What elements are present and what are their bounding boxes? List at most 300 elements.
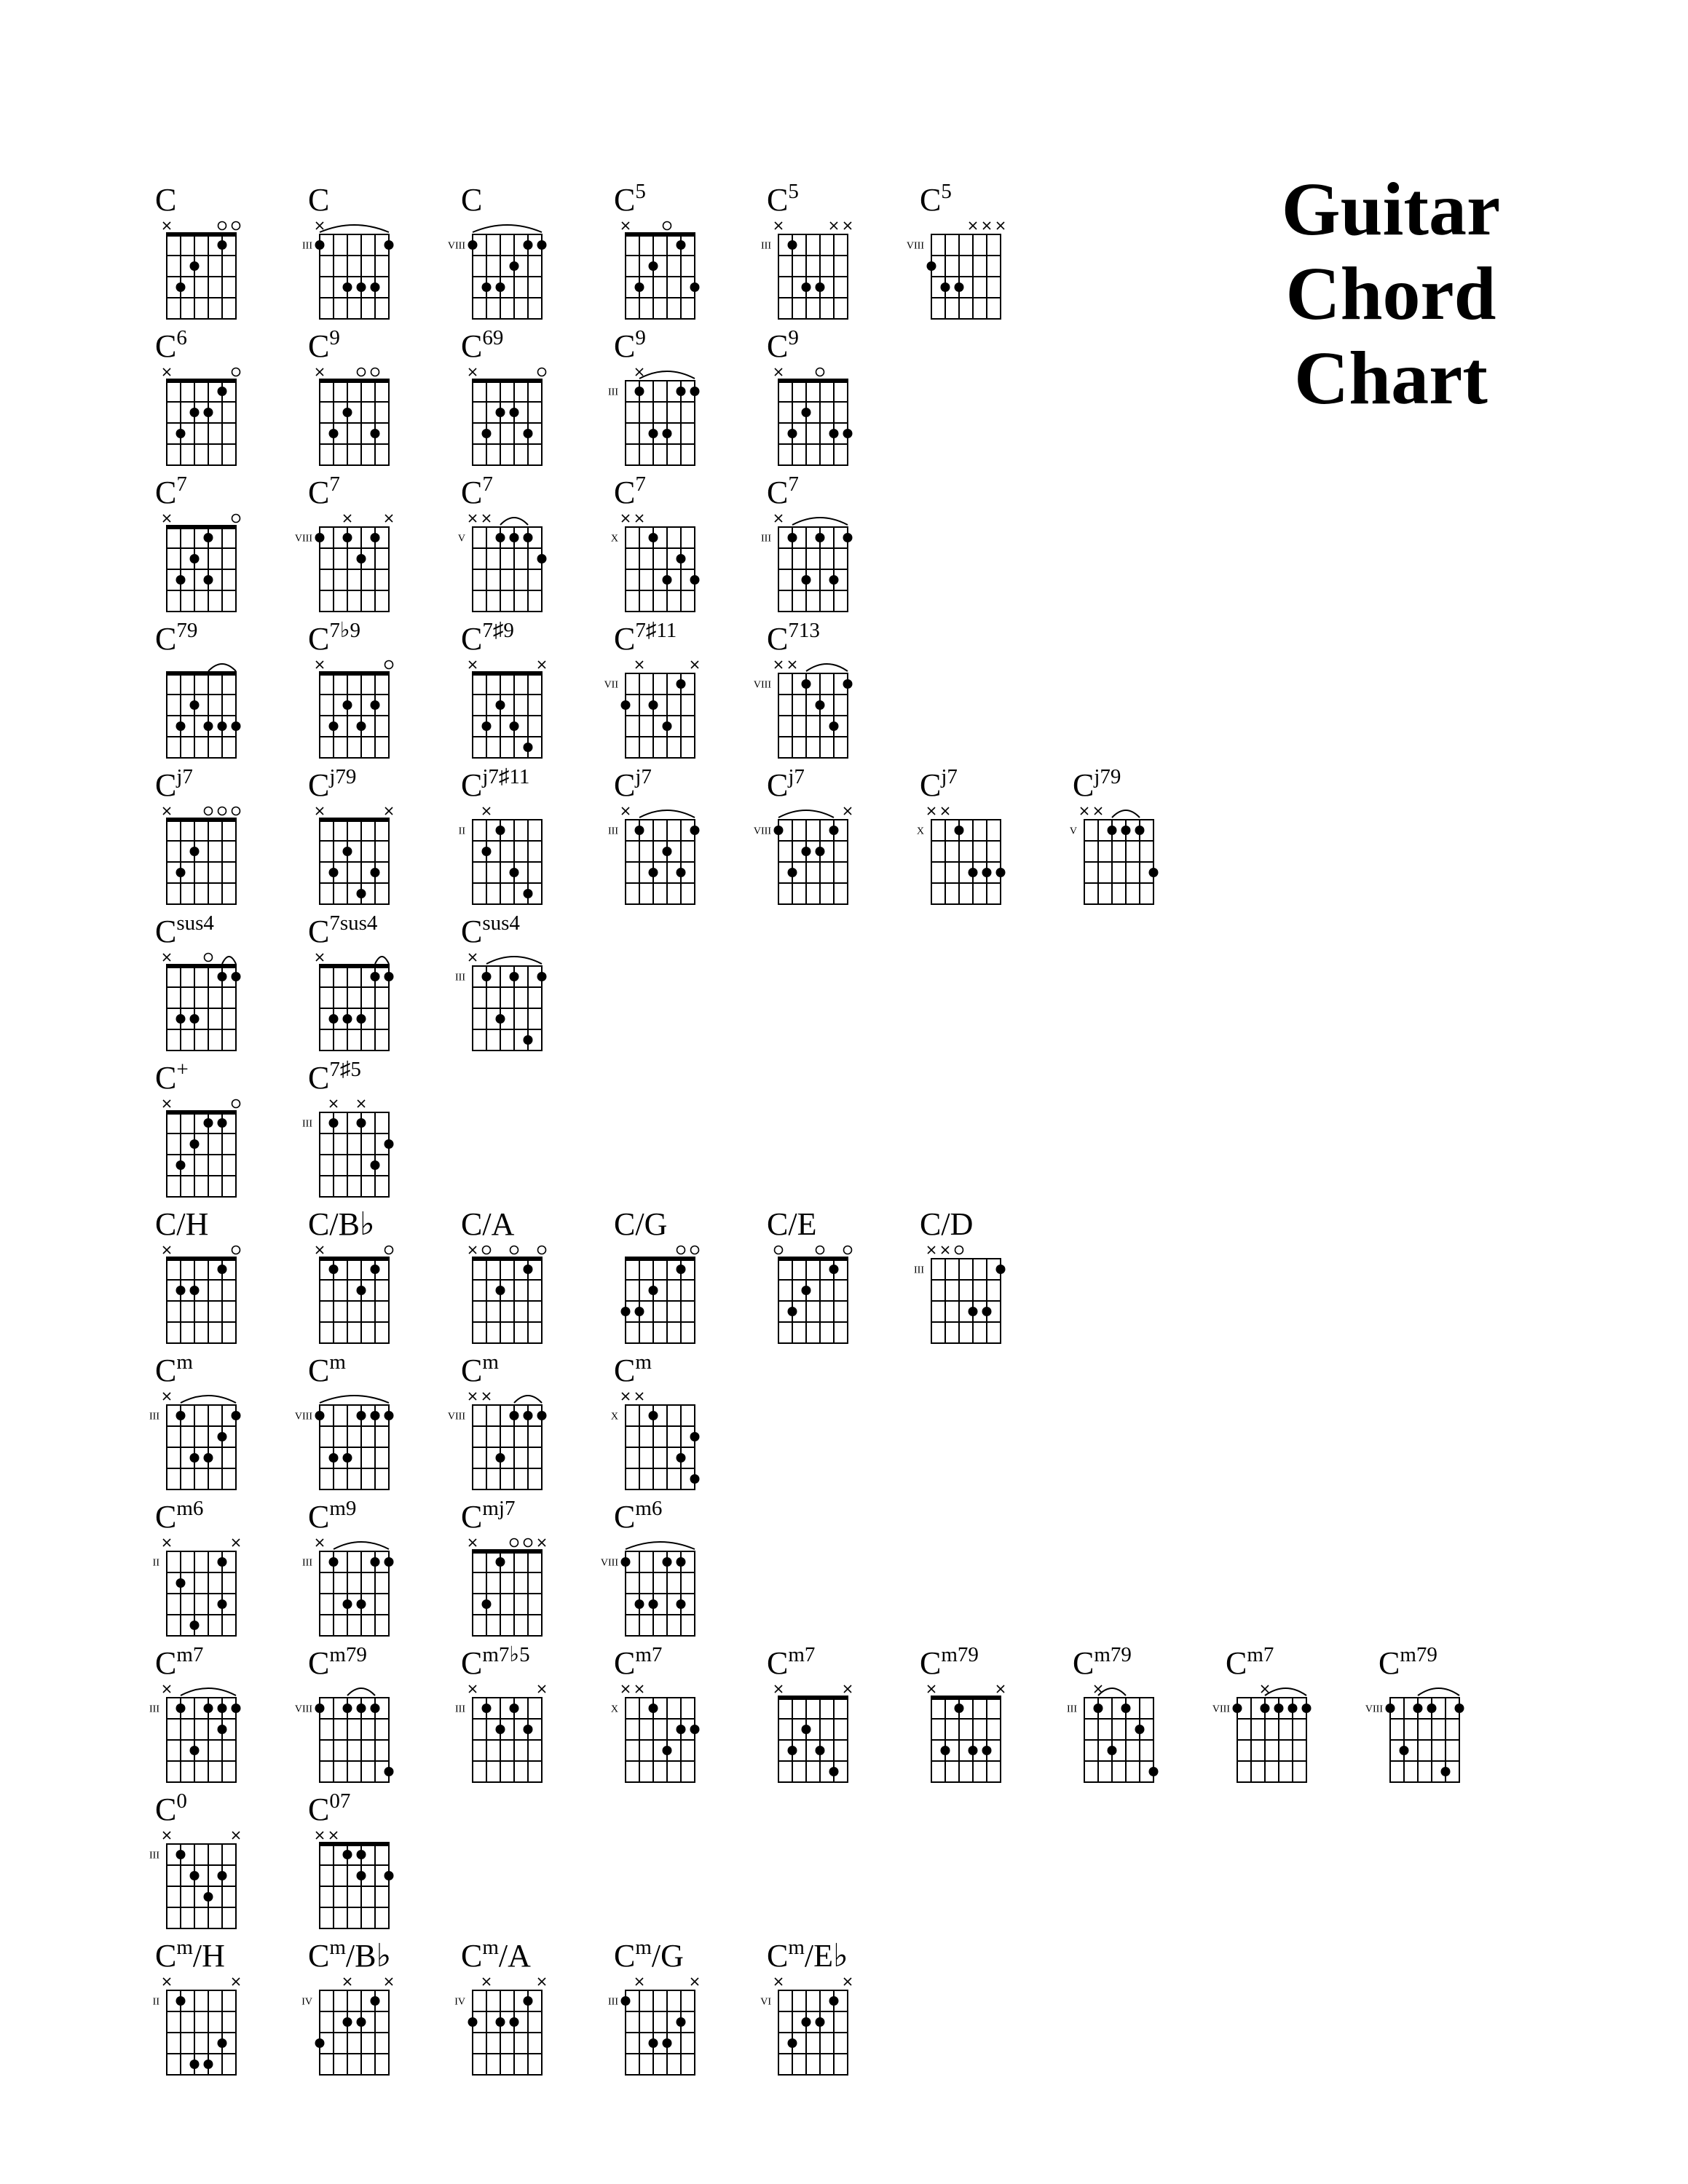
finger-dot <box>176 282 186 292</box>
chord-root: C <box>614 1353 636 1388</box>
fretboard-diagram <box>760 1938 912 2084</box>
chord-quality: j79 <box>1094 765 1121 788</box>
chord-quality: m79 <box>941 1643 979 1666</box>
mute-mark <box>928 807 935 815</box>
chord-diagram <box>600 1497 760 1645</box>
chord-root: C <box>155 1353 177 1388</box>
chord-diagram <box>457 472 607 620</box>
fretboard-diagram <box>920 1645 1065 1791</box>
mute-mark <box>775 515 782 522</box>
fret-position-label: III <box>149 1850 159 1861</box>
finger-dot <box>329 1118 339 1128</box>
finger-dot <box>384 1767 394 1776</box>
finger-dot <box>802 847 811 856</box>
barre-arc <box>639 810 695 818</box>
finger-dot <box>315 1704 325 1713</box>
finger-dot <box>329 868 339 877</box>
chord-quality: m79 <box>329 1643 367 1666</box>
fretboard-diagram <box>149 1353 301 1498</box>
finger-dot <box>218 1599 227 1609</box>
finger-dot <box>329 1014 339 1024</box>
finger-dot <box>635 1599 644 1609</box>
fretboard-diagram <box>461 328 607 474</box>
finger-dot <box>357 1118 366 1128</box>
chord-root: C <box>155 767 177 803</box>
fretboard-diagram <box>458 767 607 913</box>
fret-position-label: X <box>610 1704 618 1715</box>
chord-quality: 713 <box>788 619 820 642</box>
chord-root: C <box>614 621 636 657</box>
mute-mark <box>469 368 476 376</box>
chord-diagram <box>155 328 301 474</box>
barre-arc <box>1418 1688 1459 1696</box>
finger-dot <box>788 868 797 877</box>
finger-dot <box>371 1265 380 1274</box>
fretboard-diagram <box>461 621 607 767</box>
finger-dot <box>371 700 380 710</box>
fret-position-label: VIII <box>1365 1704 1383 1715</box>
finger-dot <box>343 1453 352 1463</box>
fretboard-diagram <box>447 182 607 328</box>
chord-root: C/B♭ <box>308 1206 375 1242</box>
chord-diagram <box>610 1350 760 1498</box>
finger-dot <box>496 826 505 835</box>
chord-diagram <box>447 1350 607 1498</box>
finger-dot <box>510 972 519 981</box>
finger-dot <box>510 868 519 877</box>
fret-position-label: III <box>608 826 618 837</box>
finger-dot <box>969 1307 978 1316</box>
fretboard-diagram <box>455 1645 607 1791</box>
finger-dot <box>1121 1704 1131 1713</box>
finger-dot <box>357 554 366 563</box>
fretboard-diagram <box>155 1060 301 1206</box>
mute-mark <box>163 515 170 522</box>
mute-mark <box>163 1393 170 1400</box>
open-string-mark <box>510 1246 518 1254</box>
finger-dot <box>816 282 825 292</box>
finger-dot <box>384 972 394 981</box>
finger-dot <box>496 408 505 417</box>
finger-dot <box>343 700 352 710</box>
chord-root: C <box>920 1645 942 1681</box>
open-string-mark <box>232 1100 240 1108</box>
chord-diagram <box>294 1350 454 1498</box>
mute-mark <box>330 1100 337 1107</box>
mute-mark <box>775 368 782 376</box>
open-string-mark <box>232 515 240 523</box>
chord-quality: 9 <box>635 326 646 349</box>
finger-dot <box>510 408 519 417</box>
chord-quality: 7 <box>635 472 646 496</box>
finger-dot <box>204 533 213 542</box>
fret-position-label: III <box>608 387 618 398</box>
finger-dot <box>176 429 186 438</box>
finger-dot <box>1094 1704 1103 1713</box>
mute-mark <box>316 954 323 961</box>
fret-position-label: III <box>149 1704 159 1715</box>
finger-dot <box>982 868 992 877</box>
chord-root: C <box>1073 767 1095 803</box>
chord-diagram <box>906 180 1065 328</box>
finger-dot <box>537 554 547 563</box>
finger-dot <box>690 282 700 292</box>
finger-dot <box>357 889 366 898</box>
finger-dot <box>176 1704 186 1713</box>
finger-dot <box>982 1307 992 1316</box>
finger-dot <box>315 240 325 250</box>
chord-root: C <box>767 621 789 657</box>
open-string-mark <box>385 1246 393 1254</box>
finger-dot <box>357 1286 366 1295</box>
finger-dot <box>468 240 478 250</box>
finger-dot <box>176 1286 186 1295</box>
open-string-mark <box>205 954 213 962</box>
finger-dot <box>343 2017 352 2027</box>
fret-position-label: IV <box>454 1996 465 2008</box>
finger-dot <box>190 700 200 710</box>
finger-dot <box>1261 1704 1270 1713</box>
finger-dot <box>621 1996 631 2006</box>
chord-root: C <box>614 475 636 510</box>
chord-quality: m9 <box>329 1497 357 1520</box>
title-line-3: Chart <box>1294 336 1488 420</box>
finger-dot <box>232 1704 241 1713</box>
fretboard-diagram <box>149 1792 301 1937</box>
chord-root: C <box>767 1645 789 1681</box>
finger-dot <box>384 1139 394 1149</box>
finger-dot <box>677 868 686 877</box>
mute-mark <box>232 1539 240 1546</box>
finger-dot <box>677 240 686 250</box>
fret-position-label: IV <box>301 1996 312 2008</box>
open-string-mark <box>775 1246 783 1254</box>
finger-dot <box>677 1599 686 1609</box>
chord-root: C/D <box>920 1206 974 1242</box>
finger-dot <box>343 1704 352 1713</box>
finger-dot <box>663 575 672 585</box>
finger-dot <box>510 2017 519 2027</box>
mute-mark <box>163 1685 170 1693</box>
chord-quality: m7 <box>176 1643 204 1666</box>
chord-quality: 5 <box>635 180 646 203</box>
finger-dot <box>371 282 380 292</box>
mute-mark <box>483 1393 490 1400</box>
mute-mark <box>163 368 170 376</box>
finger-dot <box>524 1035 533 1045</box>
finger-dot <box>190 408 200 417</box>
finger-dot <box>384 1871 394 1880</box>
finger-dot <box>1108 1746 1117 1755</box>
chord-diagram <box>610 1643 760 1791</box>
finger-dot <box>190 1453 200 1463</box>
chord-quality: 7♯9 <box>482 619 514 642</box>
mute-mark <box>316 1832 323 1839</box>
finger-dot <box>829 721 839 731</box>
barre-arc <box>347 1688 375 1696</box>
chord-root: C <box>614 1499 636 1535</box>
finger-dot <box>969 1746 978 1755</box>
open-string-mark <box>663 222 671 230</box>
chord-quality: 79 <box>176 619 198 642</box>
chord-root: C <box>155 1938 177 1974</box>
open-string-mark <box>358 368 366 376</box>
open-string-mark <box>385 661 393 669</box>
finger-dot <box>524 240 533 250</box>
open-string-mark <box>691 1246 699 1254</box>
finger-dot <box>496 533 505 542</box>
chord-quality: 7 <box>329 472 340 496</box>
finger-dot <box>218 387 227 396</box>
finger-dot <box>996 868 1006 877</box>
chord-diagram <box>767 1645 912 1791</box>
finger-dot <box>371 1704 380 1713</box>
finger-dot <box>357 2017 366 2027</box>
finger-dot <box>635 1307 644 1316</box>
chord-quality: 5 <box>788 180 799 203</box>
mute-mark <box>538 1685 545 1693</box>
mute-mark <box>483 807 490 815</box>
mute-mark <box>538 1978 545 1985</box>
finger-dot <box>1135 826 1145 835</box>
mute-mark <box>942 1246 949 1254</box>
barre-arc <box>1112 810 1140 818</box>
finger-dot <box>357 721 366 731</box>
fretboard-diagram <box>308 1206 454 1352</box>
chord-bass: /B♭ <box>345 1938 392 1974</box>
chord-diagram <box>1069 765 1218 913</box>
finger-dot <box>315 1411 325 1420</box>
fretboard-diagram <box>461 1499 607 1645</box>
barre-arc <box>486 957 542 964</box>
chord-diagram <box>454 1936 607 2084</box>
finger-dot <box>816 1746 825 1755</box>
open-string-mark <box>510 1539 518 1547</box>
fretboard-diagram <box>455 914 607 1059</box>
chord-diagram <box>753 619 912 767</box>
finger-dot <box>357 1704 366 1713</box>
chord-root: C <box>461 1353 483 1388</box>
finger-dot <box>371 972 380 981</box>
fretboard-diagram <box>610 1645 760 1791</box>
chord-root: C <box>308 1938 330 1974</box>
title-line-2: Chord <box>1285 252 1496 336</box>
finger-dot <box>190 1871 200 1880</box>
finger-dot <box>788 429 797 438</box>
finger-dot <box>371 533 380 542</box>
mute-mark <box>344 515 351 522</box>
open-string-mark <box>816 1246 824 1254</box>
chord-diagram <box>155 472 301 620</box>
mute-mark <box>636 661 643 668</box>
fretboard-diagram <box>600 1499 760 1645</box>
fretboard-diagram <box>608 767 760 913</box>
fretboard-diagram <box>1365 1645 1524 1791</box>
finger-dot <box>621 700 631 710</box>
chord-root: C <box>1073 1645 1095 1681</box>
finger-dot <box>510 261 519 271</box>
finger-dot <box>357 1411 366 1420</box>
chord-quality: sus4 <box>176 911 214 935</box>
finger-dot <box>1441 1767 1451 1776</box>
finger-dot <box>1121 826 1131 835</box>
chord-root: C <box>308 1645 330 1681</box>
chord-root: C <box>461 914 483 949</box>
mute-mark <box>789 661 796 668</box>
chord-diagram <box>152 1497 301 1645</box>
finger-dot <box>690 387 700 396</box>
mute-mark <box>385 515 393 522</box>
chord-diagram <box>614 182 760 328</box>
chord-root: C <box>614 1645 636 1681</box>
chord-diagram <box>608 765 760 913</box>
finger-dot <box>496 1453 505 1463</box>
finger-dot <box>190 1746 200 1755</box>
mute-mark <box>969 222 977 229</box>
chord-root: C <box>461 475 483 510</box>
chord-root: C <box>308 1792 330 1827</box>
finger-dot <box>802 1725 811 1734</box>
finger-dot <box>621 1557 631 1567</box>
fret-position-label: VIII <box>753 679 771 691</box>
finger-dot <box>218 1265 227 1274</box>
open-string-mark <box>218 222 226 230</box>
mute-mark <box>622 807 629 815</box>
finger-dot <box>663 721 672 731</box>
chord-diagram <box>155 1060 301 1206</box>
mute-mark <box>844 1685 851 1693</box>
finger-dot <box>802 2017 811 2027</box>
fretboard-diagram <box>302 1499 454 1645</box>
finger-dot <box>510 1704 519 1713</box>
chord-quality: j79 <box>329 765 357 788</box>
finger-dot <box>357 1850 366 1859</box>
finger-dot <box>524 1725 533 1734</box>
open-string-mark <box>371 368 379 376</box>
mute-mark <box>316 368 323 376</box>
chord-diagram <box>308 1789 454 1937</box>
chord-root: C/A <box>461 1206 515 1242</box>
open-string-mark <box>232 807 240 815</box>
chord-root: C <box>308 182 330 218</box>
mute-mark <box>385 1978 393 1985</box>
mute-mark <box>483 515 490 522</box>
chord-root: C <box>920 767 942 803</box>
barre-arc <box>320 1396 389 1403</box>
fretboard-diagram <box>610 475 760 620</box>
page-title <box>1238 167 1544 421</box>
chord-diagram <box>614 1206 760 1352</box>
mute-mark <box>928 1246 935 1254</box>
mute-mark <box>469 1539 476 1546</box>
chord-root: C <box>1379 1645 1400 1681</box>
mute-mark <box>163 954 170 961</box>
chord-root: C <box>308 1353 330 1388</box>
chord-quality: m <box>482 1936 499 1959</box>
mute-mark <box>636 1978 643 1985</box>
chord-diagram <box>302 182 454 328</box>
finger-dot <box>190 1621 200 1630</box>
chord-diagram <box>760 1936 912 2084</box>
fretboard-diagram <box>155 328 301 474</box>
mute-mark <box>997 1685 1004 1693</box>
fretboard-diagram <box>294 1353 454 1498</box>
finger-dot <box>537 972 547 981</box>
fretboard-diagram <box>155 182 301 328</box>
finger-dot <box>371 1160 380 1170</box>
mute-mark <box>691 1978 698 1985</box>
mute-mark <box>469 1393 476 1400</box>
fretboard-diagram <box>461 1206 607 1352</box>
fretboard-diagram <box>447 1353 607 1498</box>
barre-arc <box>181 1396 236 1403</box>
finger-dot <box>635 282 644 292</box>
finger-dot <box>788 533 797 542</box>
finger-dot <box>176 1160 186 1170</box>
mute-mark <box>691 661 698 668</box>
chord-quality: m <box>329 1350 346 1374</box>
chord-diagram <box>308 328 454 474</box>
finger-dot <box>677 2017 686 2027</box>
fretboard-diagram <box>1067 1645 1218 1791</box>
fretboard-diagram <box>308 767 454 913</box>
finger-dot <box>371 868 380 877</box>
mute-mark <box>163 1539 170 1546</box>
chord-quality: 7♯5 <box>329 1058 361 1081</box>
chord-quality: m6 <box>635 1497 663 1520</box>
finger-dot <box>1149 868 1159 877</box>
finger-dot <box>843 533 853 542</box>
finger-dot <box>343 1599 352 1609</box>
open-string-mark <box>955 1246 963 1254</box>
finger-dot <box>927 261 936 271</box>
finger-dot <box>190 1286 200 1295</box>
finger-dot <box>1427 1704 1437 1713</box>
finger-dot <box>482 721 492 731</box>
fretboard-diagram <box>753 621 912 767</box>
fret-position-label: X <box>610 533 618 545</box>
finger-dot <box>524 1265 533 1274</box>
finger-dot <box>649 1704 658 1713</box>
finger-dot <box>1400 1746 1409 1755</box>
finger-dot <box>663 1746 672 1755</box>
mute-mark <box>844 807 851 815</box>
chord-diagram <box>1212 1643 1371 1791</box>
fret-position-label: III <box>1067 1704 1077 1715</box>
finger-dot <box>829 1265 839 1274</box>
finger-dot <box>1233 1704 1242 1713</box>
chord-root: C <box>614 328 636 364</box>
finger-dot <box>788 1307 797 1316</box>
fretboard-diagram <box>149 1645 301 1791</box>
mute-mark <box>330 1832 337 1839</box>
fret-position-label: III <box>608 1996 618 2008</box>
mute-mark <box>163 1832 170 1839</box>
chord-diagram <box>767 1206 912 1352</box>
barre-arc <box>639 371 695 379</box>
finger-dot <box>537 240 547 250</box>
chord-diagram <box>294 472 454 620</box>
chord-quality: 5 <box>941 180 952 203</box>
chord-quality: m <box>635 1936 652 1959</box>
mute-mark <box>844 222 851 229</box>
chord-quality: 7 <box>788 472 799 496</box>
finger-dot <box>829 826 839 835</box>
finger-dot <box>649 1599 658 1609</box>
chord-root: C <box>308 914 330 949</box>
finger-dot <box>343 408 352 417</box>
chord-diagram <box>914 1206 1065 1352</box>
